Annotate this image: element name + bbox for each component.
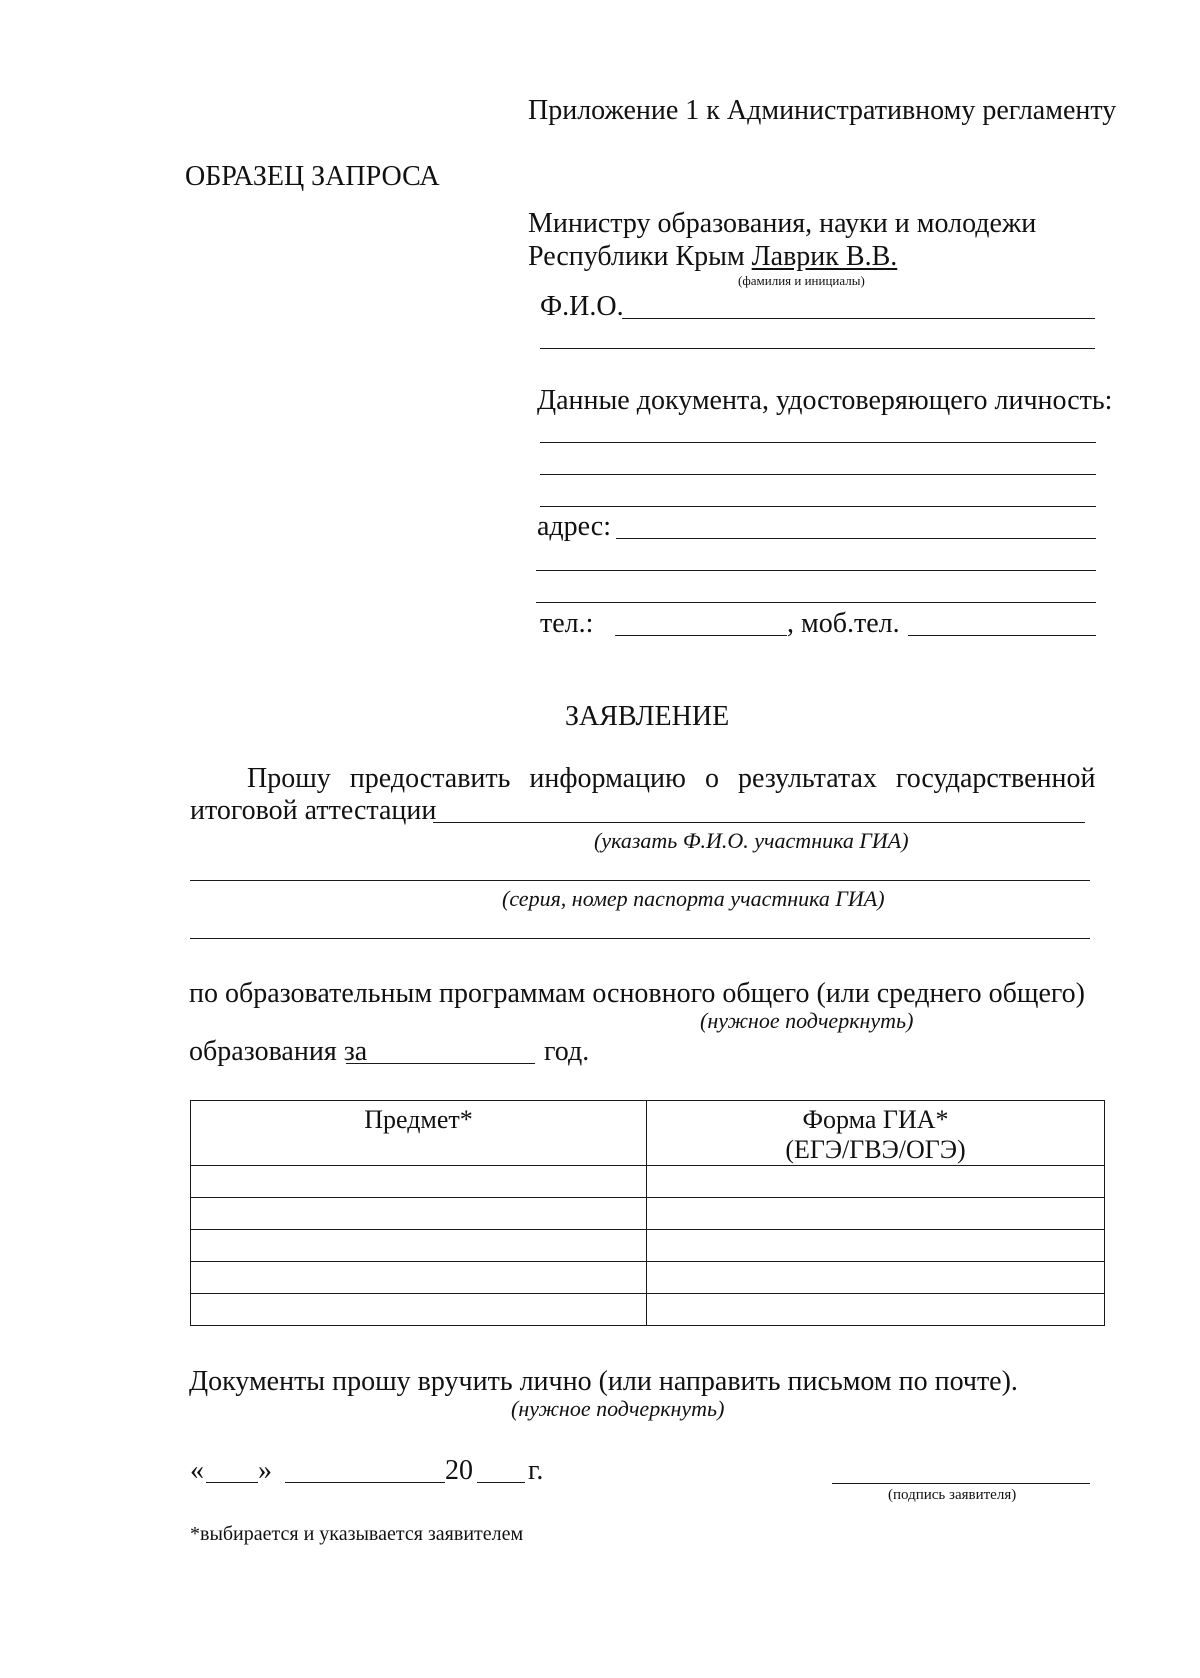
fio-label: Ф.И.О. (540, 291, 624, 322)
mobile-label: , моб.тел. (787, 608, 900, 639)
request-line-2: итоговой аттестации (190, 795, 437, 826)
address-label: адрес: (537, 511, 612, 542)
participant-fio-field-line[interactable] (433, 822, 1085, 823)
subject-cell[interactable] (191, 1262, 647, 1294)
mobile-field-line[interactable] (908, 635, 1096, 636)
id-document-field-line-1[interactable] (540, 442, 1096, 443)
table-row (191, 1166, 1105, 1198)
participant-fio-hint: (указать Ф.И.О. участника ГИА) (594, 828, 909, 853)
date-quote-close: » (258, 1455, 272, 1486)
gia-form-cell[interactable] (647, 1294, 1105, 1326)
id-document-field-line-2[interactable] (540, 474, 1096, 475)
subject-cell[interactable] (191, 1166, 647, 1198)
subject-column-header: Предмет* (191, 1101, 647, 1166)
addressee-line-1: Министру образования, науки и молодежи (528, 208, 1037, 239)
passport-hint: (серия, номер паспорта участника ГИА) (502, 886, 885, 911)
table-row (191, 1262, 1105, 1294)
id-document-field-line-3[interactable] (540, 506, 1096, 507)
gia-form-header-options: (ЕГЭ/ГВЭ/ОГЭ) (785, 1135, 966, 1164)
underline-hint-2: (нужное подчеркнуть) (511, 1396, 725, 1421)
addressee-prefix: Республики Крым (528, 241, 745, 272)
subject-cell[interactable] (191, 1230, 647, 1262)
addressee-name: Лаврик В.В. (751, 241, 898, 272)
programs-line: по образовательным программам основного общего (или среднего общего) (189, 978, 1085, 1009)
gia-subjects-table (190, 1100, 1105, 1326)
signature-hint: (подпись заявителя) (888, 1487, 1017, 1503)
gia-form-cell[interactable] (647, 1166, 1105, 1198)
subject-cell[interactable] (191, 1294, 647, 1326)
gia-form-cell[interactable] (647, 1262, 1105, 1294)
address-field-line-1[interactable] (616, 538, 1096, 539)
request-line-1: Прошу предоставить информацию о результатах государственной (247, 763, 1096, 794)
gia-form-cell[interactable] (647, 1198, 1105, 1230)
date-year-field-line[interactable] (477, 1482, 525, 1483)
appendix-caption: Приложение 1 к Административному регламенту (528, 95, 1117, 126)
addressee-line-2 (528, 243, 897, 271)
date-year-suffix: г. (528, 1455, 544, 1486)
gia-form-column-header (647, 1101, 1105, 1166)
statement-title: ЗАЯВЛЕНИЕ (565, 701, 730, 732)
education-year-prefix: образования за (189, 1036, 368, 1067)
passport-field-line[interactable] (190, 938, 1090, 939)
fio-field-line-1[interactable] (622, 318, 1095, 319)
participant-fio-field-line-2[interactable] (190, 880, 1090, 881)
education-year-field-line[interactable] (346, 1063, 535, 1064)
address-field-line-3[interactable] (536, 602, 1096, 603)
subject-cell[interactable] (191, 1198, 647, 1230)
addressee-name-hint: (фамилия и инициалы) (738, 273, 865, 288)
education-year-suffix: год. (544, 1036, 590, 1067)
table-row (191, 1294, 1105, 1326)
gia-form-header-title: Форма ГИА* (802, 1105, 949, 1134)
underline-hint-1: (нужное подчеркнуть) (700, 1008, 914, 1033)
date-quote-open: « (190, 1455, 204, 1486)
id-document-label: Данные документа, удостоверяющего личность: (537, 385, 1113, 416)
phone-label: тел.: (540, 608, 594, 639)
sample-title: ОБРАЗЕЦ ЗАПРОСА (185, 161, 440, 192)
delivery-line: Документы прошу вручить лично (или направить письмом по почте). (189, 1366, 1018, 1397)
date-day-field-line[interactable] (206, 1482, 258, 1483)
date-year-prefix: 20 (445, 1455, 473, 1486)
date-month-field-line[interactable] (285, 1482, 445, 1483)
table-row (191, 1230, 1105, 1262)
footnote: *выбирается и указывается заявителем (190, 1523, 524, 1545)
gia-form-cell[interactable] (647, 1230, 1105, 1262)
table-header-row (191, 1101, 1105, 1166)
phone-field-line[interactable] (615, 635, 787, 636)
signature-field-line[interactable] (832, 1483, 1090, 1484)
table-row (191, 1198, 1105, 1230)
fio-field-line-2[interactable] (540, 348, 1095, 349)
address-field-line-2[interactable] (536, 570, 1096, 571)
